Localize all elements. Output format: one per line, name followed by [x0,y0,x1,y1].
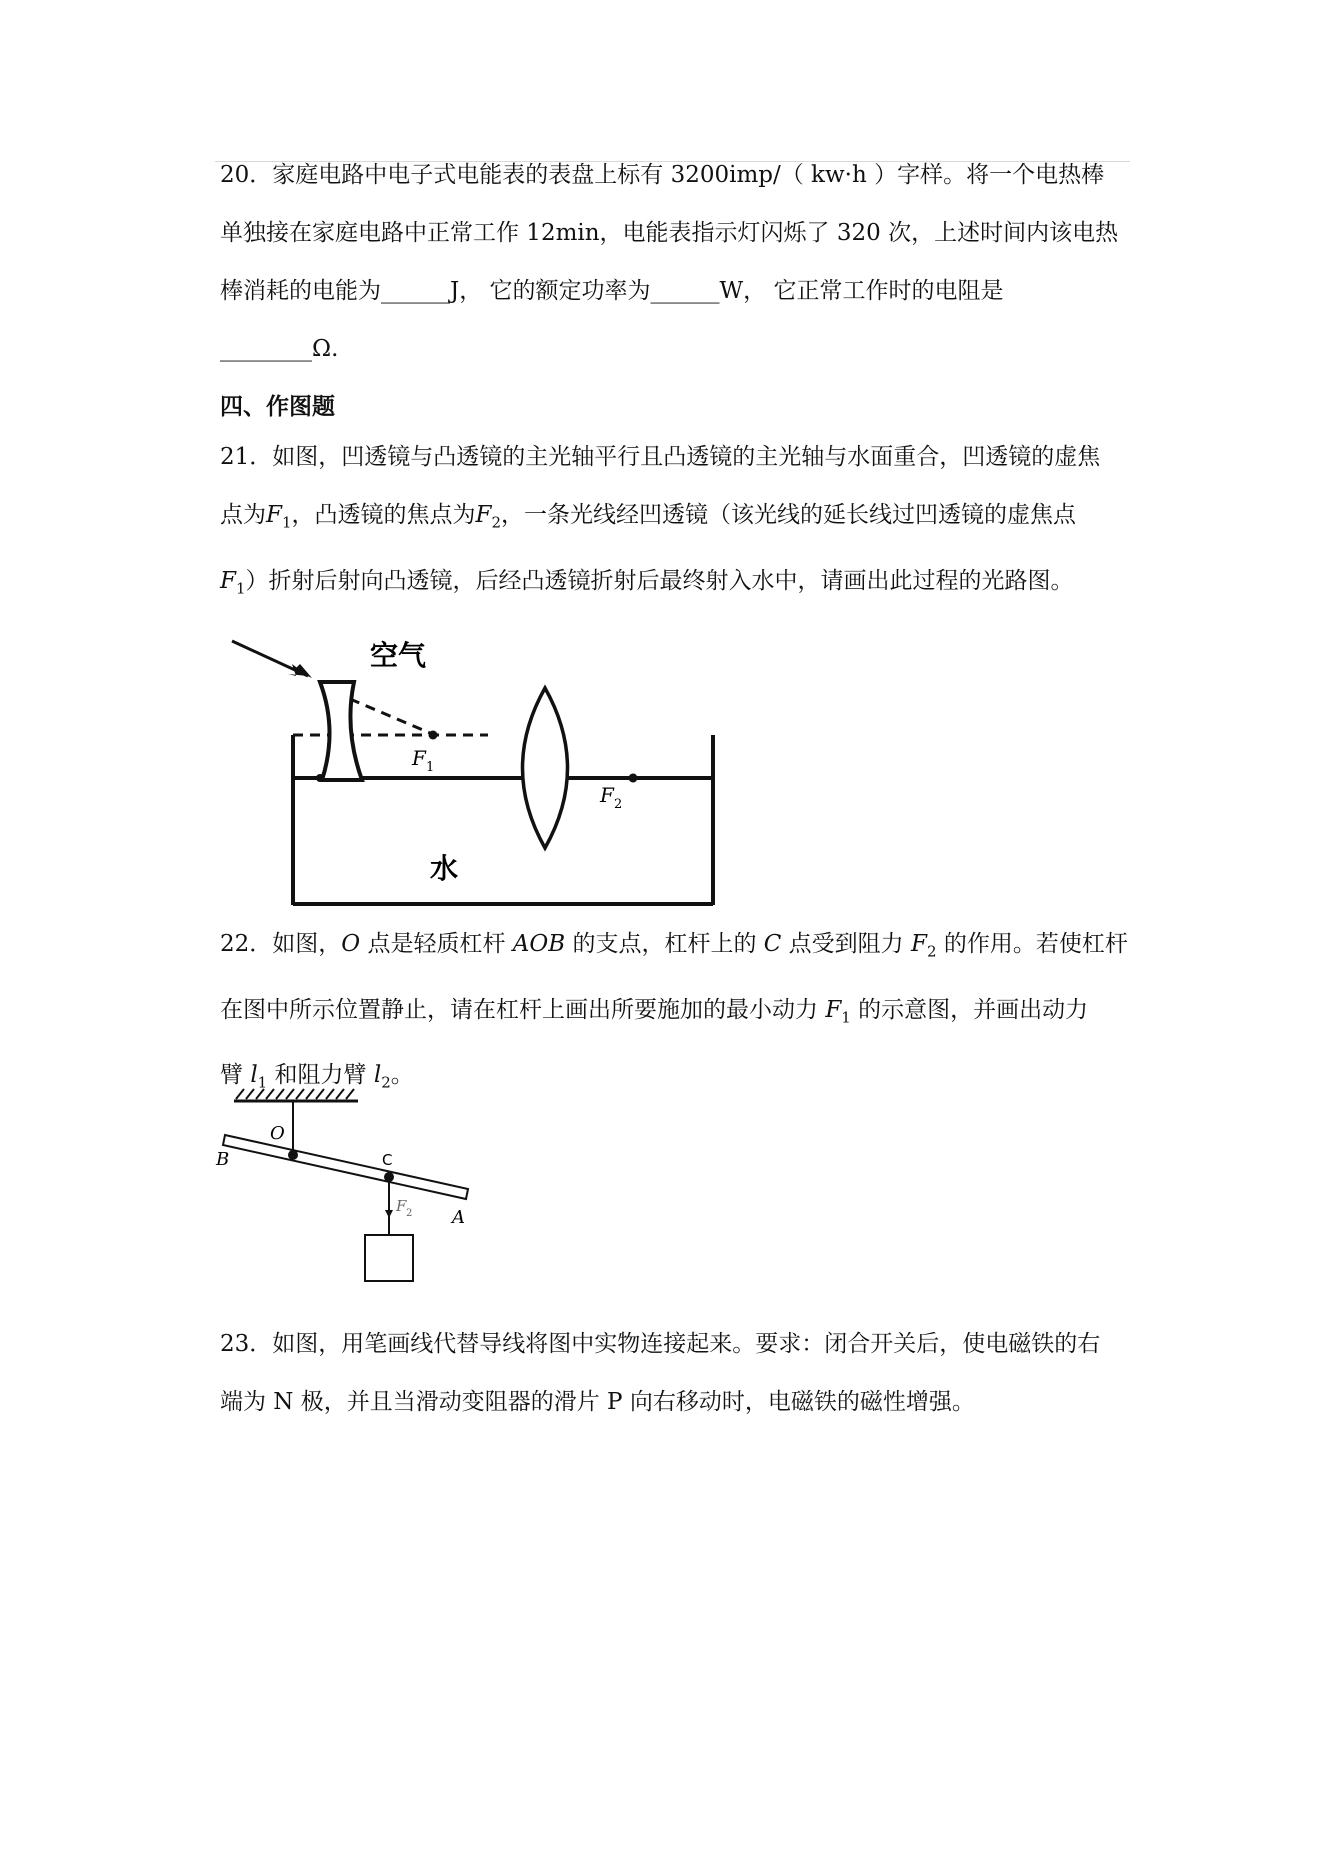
f2-point [629,774,638,783]
water-label: 水 [430,852,459,885]
q21-line-3 [220,552,1120,618]
lever-bar [223,1135,468,1199]
label-c: C [382,1151,393,1169]
q20-line-1: 20．家庭电路中电子式电能表的表盘上标有 3200imp/（ kw·h ）字样。将一个电热棒 [220,162,1105,188]
question-23 [220,1315,1120,1431]
arm-l1-sub: 1 [257,1073,268,1092]
q22-text: 的支点，杠杆上的 [565,931,764,957]
q22-text: 。 [390,1062,414,1089]
q22-line-2 [220,981,1120,1047]
q22-text: 和阻力臂 [267,1062,374,1089]
q21-text: ，凸透镜的焦点为 [291,502,476,528]
f1-label: F [412,746,426,770]
q22-text: 臂 [220,1062,251,1089]
force-f1: F [825,996,842,1023]
f1-symbol: F [266,502,282,528]
convex-lens [523,688,568,848]
lens-figure [220,620,740,910]
q22-text: 点受到阻力 [781,931,911,957]
weight-block [365,1235,413,1281]
f2-symbol: F [475,502,492,528]
q20-line-3: 棒消耗的电能为______J， 它的额定功率为______W， 它正常工作时的电阻是 [220,278,1004,304]
question-20 [220,146,1120,378]
q20-line-4: ________Ω. [220,336,339,362]
force-f2: F [911,931,927,957]
q21-text: ）折射后射向凸透镜，后经凸透镜折射后最终射入水中，请画出此过程的光路图。 [245,567,1074,594]
q22-text: 点是轻质杠杆 [360,931,513,957]
label-o: O [270,1123,285,1144]
f1-subscript: 1 [235,579,246,598]
concave-axis-dot [316,774,324,782]
f2-label: F [600,783,614,807]
arm-l2-sub: 2 [381,1073,391,1092]
question-22 [220,915,1128,1112]
concave-lens [320,682,362,780]
q21-text: ，一条光线经凹透镜（该光线的延长线过凹透镜的虚焦点 [501,502,1077,528]
lever-figure [210,1085,490,1290]
q23-line-1: 23．如图，用笔画线代替导线将图中实物连接起来。要求：闭合开关后，使电磁铁的右 [220,1331,1101,1357]
force-f2-sub: 2 [926,942,937,961]
f1-point [429,731,438,740]
f1-subscript: 1 [281,513,292,532]
point-o: O [341,931,361,957]
force-f1-sub: 1 [841,1008,851,1027]
air-label: 空气 [370,639,427,672]
q22-text: 22．如图， [220,931,342,957]
question-21 [220,428,1120,617]
ceiling-hatch [236,1089,354,1099]
section-heading: 四、作图题 [220,393,335,420]
f2-label-sub: 2 [614,797,623,812]
arm-l2: l [373,1062,382,1089]
f2-subscript: 2 [491,513,502,532]
lever-aob: AOB [512,931,566,957]
q22-line-1 [220,915,1128,981]
q21-text: 点为 [220,502,266,528]
q21-line-2 [220,486,1120,552]
q22-text: 的作用。若使杠杆 [936,931,1128,957]
label-a: A [452,1207,465,1228]
label-b: B [216,1149,230,1170]
ray-extension [350,699,430,733]
ray-arrowhead-icon [294,664,312,678]
q23-line-2: 端为 N 极，并且当滑动变阻器的滑片 P 向右移动时，电磁铁的磁性增强。 [220,1389,975,1415]
pivot-point [288,1150,298,1160]
f2-arrow-icon [385,1210,393,1218]
arm-l1: l [250,1062,258,1089]
q21-line-1: 21．如图，凹透镜与凸透镜的主光轴平行且凸透镜的主光轴与水面重合，凹透镜的虚焦 [220,444,1101,470]
label-f2-sub: 2 [406,1208,413,1219]
q20-line-2: 单独接在家庭电路中正常工作 12min，电能表指示灯闪烁了 320 次，上述时间内该电热 [220,220,1119,246]
f1-label-sub: 1 [426,760,435,775]
q22-text: 的示意图，并画出动力 [850,996,1089,1023]
f1-symbol: F [220,567,236,594]
label-f2: F [396,1197,407,1215]
q22-text: 在图中所示位置静止，请在杠杆上画出所要施加的最小动力 [220,996,826,1023]
point-c: C [763,931,782,957]
